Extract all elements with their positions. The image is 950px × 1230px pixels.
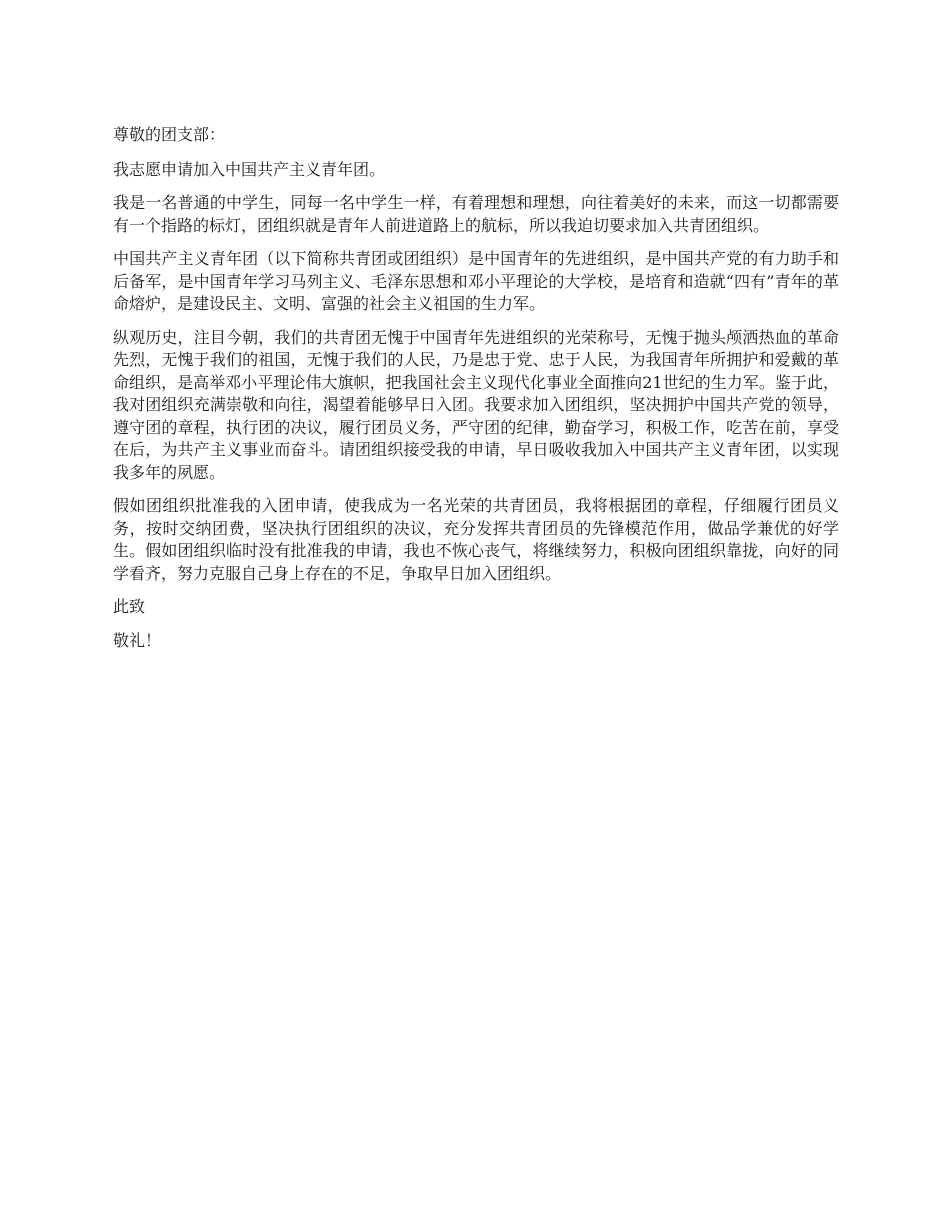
regards: 敬礼！	[113, 630, 162, 650]
salutation: 尊敬的团支部：	[113, 125, 226, 144]
closing: 此致	[113, 597, 146, 616]
paragraph-intent: 我志愿申请加入中国共产主义青年团。	[113, 159, 386, 179]
paragraph-about-league: 中国共产主义青年团（以下简称共青团或团组织）是中国青年的先进组织，是中国共产党的有力助手和后备军，是中国青年学习马列主义、毛泽东思想和邓小平理论的大学校，是培育和造就“四有”青年的革命熔炉，是建设民主、文明、富强的社会主义祖国的生力军。	[113, 249, 839, 313]
paragraph-motivation: 我是一名普通的中学生，同每一名中学生一样，有着理想和理想，向往着美好的未来，而这一切都需要有一个指路的标灯，团组织就是青年人前进道路上的航标，所以我迫切要求加入共青团组织。	[113, 193, 839, 235]
paragraph-pledge: 假如团组织批准我的入团申请，使我成为一名光荣的共青团员，我将根据团的章程，仔细履行团员义务，按时交纳团费，坚决执行团组织的决议，充分发挥共青团员的先锋模范作用，做品学兼优的好学生。假如团组织临时没有批准我的申请，我也不恢心丧气，将继续努力，积极向团组织靠拢，向好的同学看齐，努力克服自己身上存在的不足，争取早日加入团组织。	[113, 496, 839, 583]
document-page	[113, 124, 839, 663]
paragraph-commitment: 纵观历史，注目今朝，我们的共青团无愧于中国青年先进组织的光荣称号，无愧于抛头颅洒热血的革命先烈，无愧于我们的祖国，无愧于我们的人民，乃是忠于党、忠于人民，为我国青年所拥护和爱戴的革命组织，是高举邓小平理论伟大旗帜，把我国社会主义现代化事业全面推向21世纪的生力军。鉴于此，我对团组织充满崇敬和向往，渴望着能够早日入团。我要求加入团组织，坚决拥护中国共产党的领导，遵守团的章程，执行团的决议，履行团员义务，严守团的纪律，勤奋学习，积极工作，吃苦在前，享受在后，为共产主义事业而奋斗。请团组织接受我的申请，早日吸收我加入中国共产主义青年团，以实现我多年的夙愿。	[113, 327, 839, 482]
